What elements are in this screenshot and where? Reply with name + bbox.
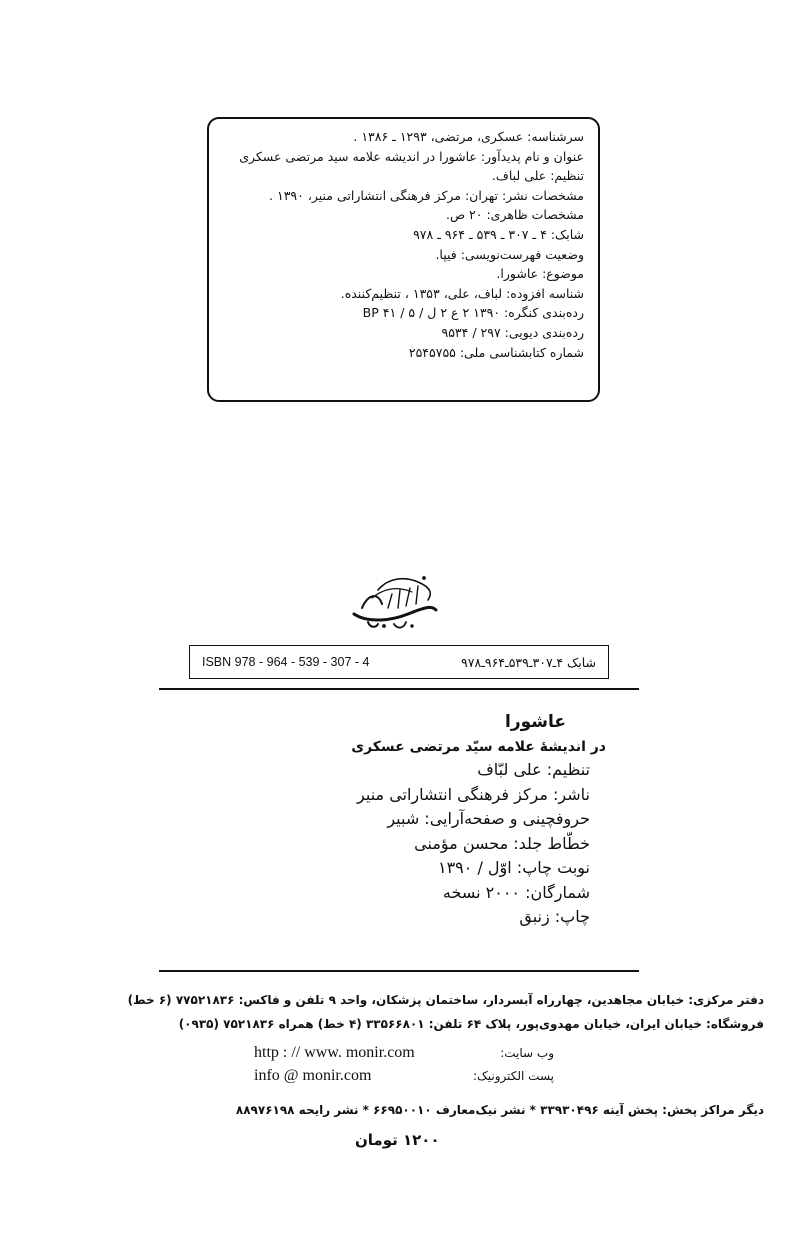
office-address: دفتر مرکزی: خیابان مجاهدین، چهارراه آبسردار، ساختمان پزشکان، واحد ۹ تلفن و فاکس: ۷۷۵۲۱۸۳۶ (۶ خط) — [127, 993, 764, 1007]
email-link[interactable]: info @ monir.com — [254, 1067, 372, 1084]
cip-line: شماره کتابشناسی ملی: ۲۵۴۵۷۵۵ — [408, 344, 584, 360]
cip-line: شناسه افزوده: لباف، علی، ۱۳۵۳ ، تنظیم‌کننده. — [340, 285, 584, 301]
publisher-calligraphy-logo-icon — [348, 564, 440, 632]
credit-line: شمارگان: ۲۰۰۰ نسخه — [442, 882, 590, 902]
isbn-latin: ISBN 978 - 964 - 539 - 307 - 4 — [202, 655, 370, 669]
cip-line: موضوع: عاشورا. — [496, 266, 584, 282]
book-subtitle: در اندیشهٔ علامه سیّد مرتضی عسکری — [351, 739, 606, 755]
credit-line: حروفچینی و صفحه‌آرایی: شبیر — [387, 809, 590, 828]
cip-line: عنوان و نام پدیدآور: عاشورا در اندیشه علامه سید مرتضی عسکری — [239, 148, 584, 164]
website-row — [254, 1044, 554, 1066]
divider-top — [159, 688, 639, 690]
cip-line: رده‌بندی دیویی: ۲۹۷ / ۹۵۳۴ — [441, 324, 584, 340]
cip-line: شابک: ۴ ـ ۳۰۷ ـ ۵۳۹ ـ ۹۶۴ ـ ۹۷۸ — [413, 226, 584, 242]
cataloging-box — [207, 117, 600, 402]
credit-line: چاپ: زنبق — [519, 907, 590, 926]
cip-line: رده‌بندی کنگره: ۱۳۹۰ ۲ ع ۲ ل / ۵ / ۴۱ BP — [362, 305, 584, 321]
cip-line: وضعیت فهرست‌نویسی: فیپا. — [435, 246, 584, 262]
credit-line: ناشر: مرکز فرهنگی انتشاراتی منیر — [357, 784, 590, 804]
website-link[interactable]: http : // www. monir.com — [254, 1044, 415, 1061]
cip-line: مشخصات نشر: تهران: مرکز فرهنگی انتشاراتی منیر، ۱۳۹۰ . — [269, 187, 584, 203]
email-label: پست الکترونیک: — [472, 1069, 554, 1083]
isbn-persian: شابک ۴ـ۳۰۷ـ۵۳۹ـ۹۶۴ـ۹۷۸ — [461, 654, 596, 670]
price: ۱۲۰۰ تومان — [355, 1131, 440, 1149]
isbn-box — [189, 645, 609, 679]
book-title: عاشورا — [505, 712, 566, 732]
distribution-centers: دیگر مراکز پخش: پخش آینه ۳۳۹۳۰۴۹۶ * نشر نیک‌معارف ۶۶۹۵۰۰۱۰ * نشر رایحه ۸۸۹۷۶۱۹۸ — [235, 1103, 764, 1117]
credit-line: نوبت چاپ: اوّل / ۱۳۹۰ — [437, 858, 590, 877]
divider-bottom — [159, 970, 639, 972]
cip-line: سرشناسه: عسکری، مرتضی، ۱۲۹۳ ـ ۱۳۸۶ . — [353, 129, 584, 144]
colophon — [192, 708, 612, 930]
store-address: فروشگاه: خیابان ایران، خیابان مهدوی‌پور، پلاک ۶۴ تلفن: ۳۳۵۶۶۸۰۱ (۴ خط) همراه ۷۵۲۱۸۳۶ (۰۹۳۵) — [178, 1017, 764, 1031]
cip-line: تنظیم: علی لباف. — [491, 168, 584, 184]
credit-line: تنظیم: علی لبّاف — [477, 760, 590, 779]
credit-line: خطّاط جلد: محسن مؤمنی — [414, 833, 590, 853]
email-row — [254, 1067, 554, 1089]
cip-line: مشخصات ظاهری: ۲۰ ص. — [445, 207, 584, 223]
website-label: وب سایت: — [500, 1046, 554, 1060]
